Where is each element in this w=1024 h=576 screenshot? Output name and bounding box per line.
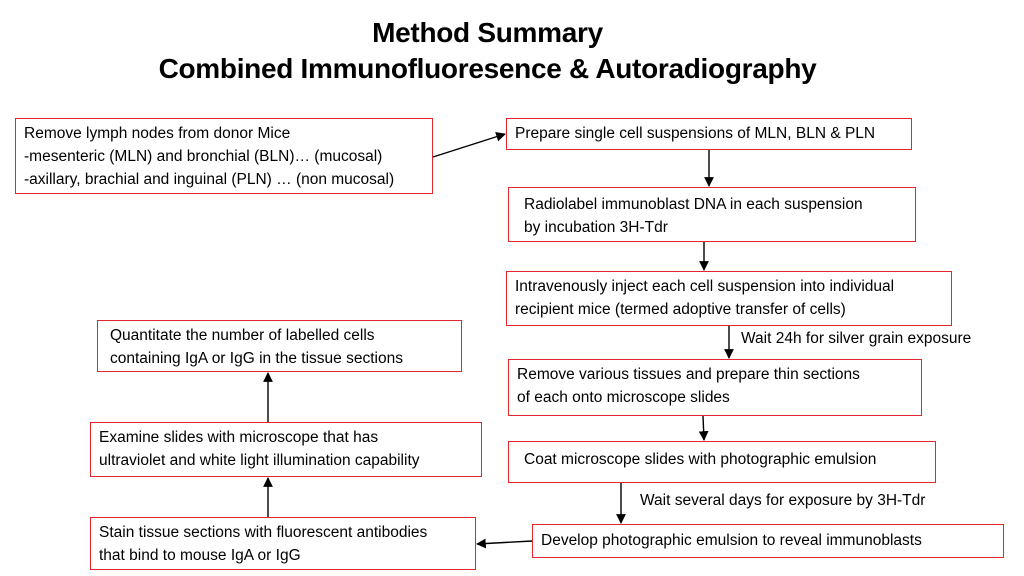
step-text-line: Remove various tissues and prepare thin sections (517, 366, 860, 383)
note-wait-24h: Wait 24h for silver grain exposure (741, 330, 972, 347)
arrow-remove-to-prepare (433, 134, 505, 157)
step-text-line: Quantitate the number of labelled cells (110, 327, 375, 344)
step-text-line: Coat microscope slides with photographic emulsion (524, 451, 877, 468)
title-line-2: Combined Immunofluoresence & Autoradiography (158, 53, 817, 84)
step-text-line: recipient mice (termed adoptive transfer of cells) (515, 301, 846, 318)
step-text-line: Remove lymph nodes from donor Mice (24, 125, 291, 142)
step-text-line: Radiolabel immunoblast DNA in each suspension (524, 196, 863, 213)
step-text-line: -mesenteric (MLN) and bronchial (BLN)… (mucosal) (24, 148, 383, 165)
step-text-line: ultraviolet and white light illumination capability (99, 452, 420, 469)
arrow-remove-tissues-to-coat (703, 416, 704, 440)
step-text-line: of each onto microscope slides (517, 389, 730, 406)
title-line-1: Method Summary (372, 17, 603, 48)
note-wait-several-days: Wait several days for exposure by 3H-Tdr (640, 492, 926, 509)
step-text-line: Stain tissue sections with fluorescent antibodies (99, 524, 428, 541)
step-text-line: Prepare single cell suspensions of MLN, BLN & PLN (515, 125, 876, 142)
step-text-line: Develop photographic emulsion to reveal immunoblasts (541, 532, 922, 549)
step-text-line: Intravenously inject each cell suspension into individual (515, 278, 895, 295)
step-text-line: by incubation 3H-Tdr (524, 219, 668, 236)
arrow-develop-to-stain (477, 541, 532, 544)
step-text-line: -axillary, brachial and inguinal (PLN) … (non mucosal) (24, 171, 395, 188)
step-text-line: that bind to mouse IgA or IgG (99, 547, 301, 564)
step-text-line: containing IgA or IgG in the tissue sections (110, 350, 403, 367)
step-text-line: Examine slides with microscope that has (99, 429, 379, 446)
